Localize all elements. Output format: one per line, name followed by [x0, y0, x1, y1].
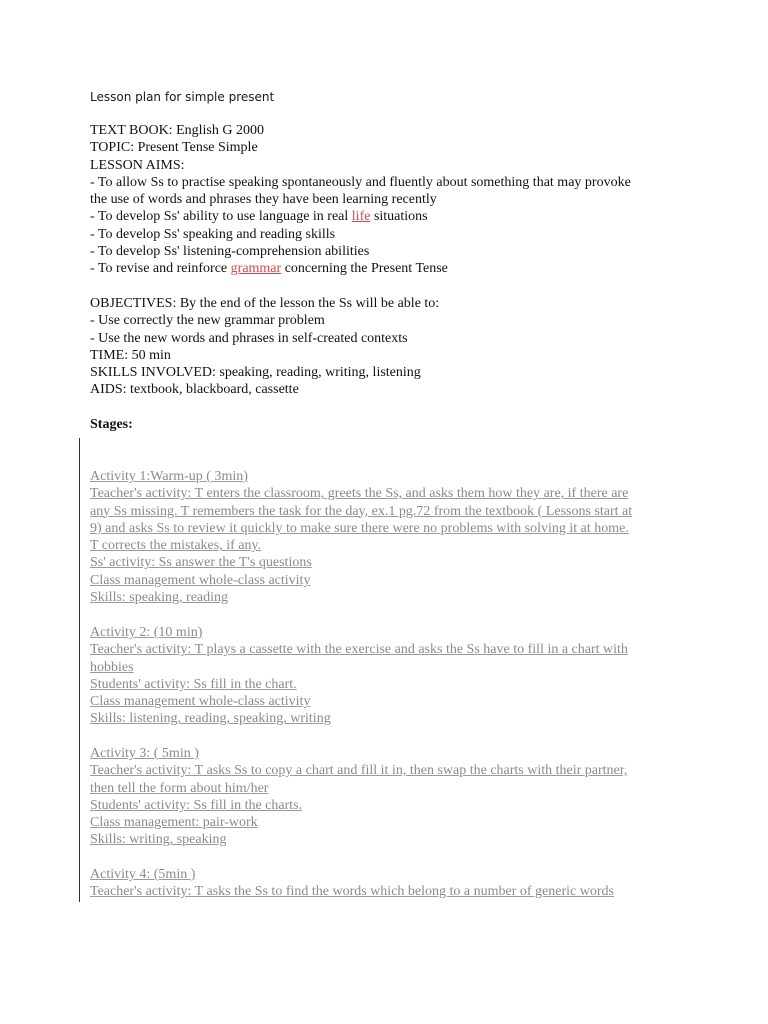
activity-line: Ss' activity: Ss answer the T's questions — [90, 555, 312, 571]
aim-5-text-after: concerning the Present Tense — [281, 261, 448, 277]
activity-line: Students' activity: Ss fill in the chart. — [90, 676, 297, 692]
activity-line: any Ss missing. T remembers the task for the day, ex.1 pg.72 from the textbook ( Lessons start at — [90, 503, 633, 519]
textbook-line: TEXT BOOK: English G 2000 — [90, 123, 264, 138]
aim-1-line-2: the use of words and phrases they have been learning recently — [90, 192, 437, 208]
activity-line: Class management whole-class activity — [90, 694, 311, 710]
activity-line: Class management whole-class activity — [90, 572, 311, 588]
time-line: TIME: 50 min — [90, 347, 171, 363]
aim-2 — [90, 208, 690, 225]
activity-line: hobbies — [90, 659, 134, 675]
objective-1: - Use correctly the new grammar problem — [90, 313, 325, 329]
activity-line: Activity 3: ( 5min ) — [90, 746, 199, 761]
activity-line: Teacher's activity: T asks Ss to copy a chart and fill it in, then swap the charts with their partner, — [90, 763, 628, 779]
activity-line: Teacher's activity: T plays a cassette with the exercise and asks the Ss have to fill in a chart with — [90, 642, 628, 658]
aim-5-text-before: - To revise and reinforce — [90, 261, 231, 277]
activity-line: then tell the form about him/her — [90, 780, 269, 796]
aim-3: - To develop Ss' speaking and reading skills — [90, 226, 336, 242]
activity-line: Activity 2: (10 min) — [90, 625, 203, 640]
activity-1 — [90, 468, 700, 606]
aim-5 — [90, 260, 690, 277]
lesson-header — [90, 122, 690, 278]
activity-line: Class management: pair-work — [90, 815, 258, 831]
aim-2-text-after: situations — [370, 209, 428, 225]
activity-4 — [90, 866, 700, 901]
skills-line: SKILLS INVOLVED: speaking, reading, writing, listening — [90, 365, 421, 381]
stages-heading: Stages: — [90, 417, 133, 432]
aids-line: AIDS: textbook, blackboard, cassette — [90, 382, 299, 398]
topic-line: TOPIC: Present Tense Simple — [90, 140, 258, 156]
objectives-heading: OBJECTIVES: By the end of the lesson the Ss will be able to: — [90, 296, 440, 311]
aims-heading: LESSON AIMS: — [90, 157, 185, 173]
activity-line: Activity 1:Warm-up ( 3min) — [90, 469, 248, 484]
activity-line: Teacher's activity: T enters the classroom, greets the Ss, and asks them how they are, if there are — [90, 486, 629, 502]
objectives-section — [90, 295, 690, 399]
aim-4: - To develop Ss' listening-comprehension abilities — [90, 244, 370, 260]
activity-line: 9) and asks Ss to review it quickly to make sure there were no problems with solving it at home. — [90, 520, 629, 536]
objective-2: - Use the new words and phrases in self-created contexts — [90, 330, 408, 346]
grammar-link[interactable]: grammar — [230, 261, 282, 277]
aim-2-text-before: - To develop Ss' ability to use language in real — [90, 209, 352, 225]
activity-line: Skills: listening, reading, speaking, writing — [90, 711, 331, 727]
life-link[interactable]: life — [351, 209, 371, 225]
activity-line: Students' activity: Ss fill in the charts. — [90, 797, 303, 813]
document-title: Lesson plan for simple present — [90, 90, 275, 104]
activity-line: Skills: writing, speaking — [90, 832, 227, 848]
activity-2 — [90, 624, 700, 728]
margin-bar — [79, 438, 80, 902]
activity-line: Activity 4: (5min ) — [90, 867, 196, 882]
aim-1-line-1: - To allow Ss to practise speaking spontaneously and fluently about something that may provoke — [90, 174, 631, 190]
activity-line: Teacher's activity: T asks the Ss to find the words which belong to a number of generic words — [90, 884, 614, 900]
activity-3 — [90, 745, 700, 849]
activity-line: Skills: speaking, reading — [90, 590, 229, 606]
activity-line: T corrects the mistakes, if any. — [90, 538, 262, 554]
